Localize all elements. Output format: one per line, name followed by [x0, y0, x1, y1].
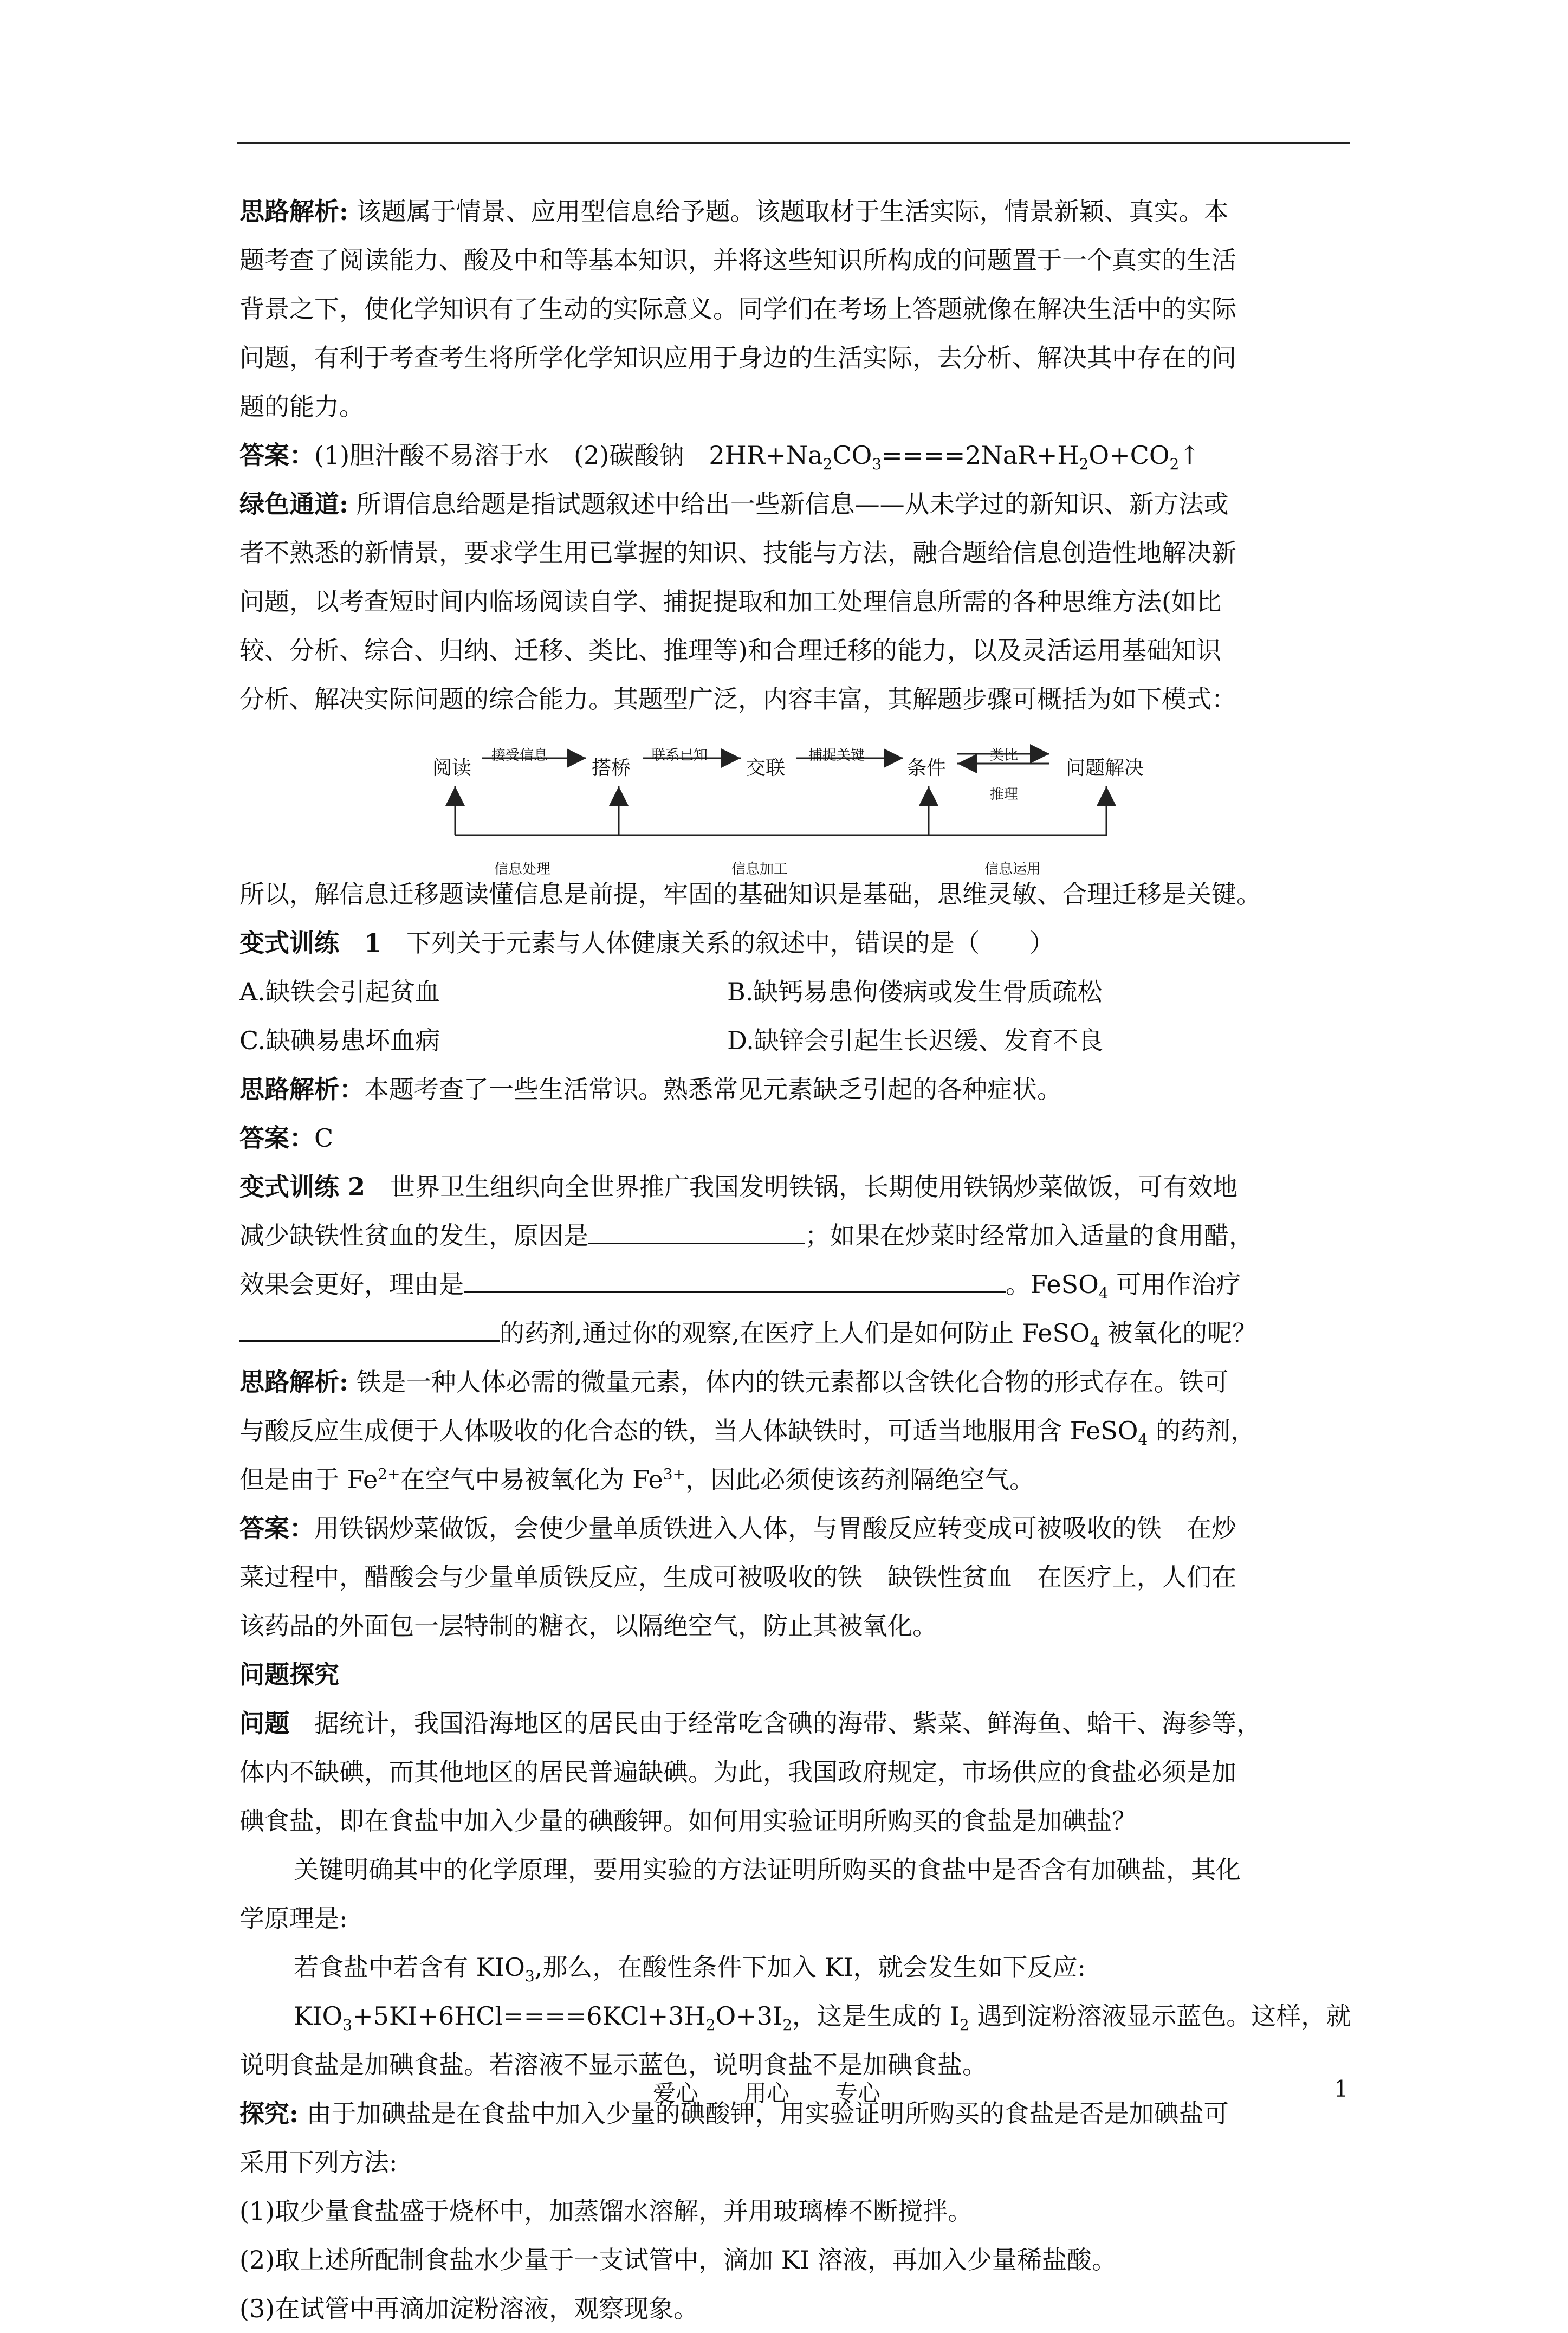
- exercise2-text: 被氧化的呢？: [1099, 1319, 1258, 1348]
- exercise1-text: 下列关于元素与人体健康关系的叙述中，错误的是（ ）: [381, 928, 1055, 958]
- inquiry-text: KIO: [294, 2001, 343, 2031]
- option-b: B.缺钙易患佝偻病或发生骨质疏松: [727, 977, 1103, 1006]
- exercise2-line: [239, 1211, 1350, 1260]
- exercise1-analysis: [239, 1065, 1350, 1114]
- analysis1-line: [239, 187, 1350, 236]
- inquiry-heading: 问题探究: [239, 1660, 339, 1689]
- inquiry-equation: 说明食盐是加碘食盐。若溶液不显示蓝色，说明食盐不是加碘食盐。: [239, 2050, 987, 2079]
- inquiry-text: O+3I: [715, 2001, 783, 2031]
- conclusion-line: 所以，解信息迁移题读懂信息是前提，牢固的基础知识是基础，思维灵敏、合理迁移是关键。: [239, 880, 1261, 909]
- label-info-applying: 信息运用: [984, 861, 1041, 877]
- answer1-text: CO: [832, 441, 872, 470]
- option-d: D.缺锌会引起生长迟缓、发育不良: [727, 1026, 1103, 1055]
- flow-diagram-lines: [239, 727, 1350, 868]
- label-info-working: 信息加工: [731, 861, 788, 877]
- subscript: 2: [1079, 455, 1089, 474]
- inquiry-question-label: 问题: [239, 1709, 289, 1738]
- page-number: 1: [1334, 2076, 1349, 2102]
- exercise2-analysis-label: 思路解析:: [239, 1367, 348, 1397]
- answer1-text: ↑: [1179, 441, 1200, 470]
- subscript: 2: [822, 455, 833, 474]
- answer-blank[interactable]: [239, 1315, 500, 1342]
- exercise2-answer: 该药品的外面包一层特制的糖衣，以隔绝空气，防止其被氧化。: [239, 1611, 937, 1640]
- document-body: [239, 187, 1350, 2333]
- subscript: 2: [959, 2016, 969, 2034]
- answer1-line: [239, 431, 1350, 480]
- inquiry-explore-text: 由于加碘盐是在食盐中加入少量的碘酸钾，用实验证明所购买的食盐是否是加碘盐可: [298, 2099, 1229, 2128]
- green-line: [239, 480, 1350, 528]
- node-solution: 问题解决: [1066, 757, 1144, 779]
- exercise2-text: 可用作治疗: [1108, 1270, 1241, 1299]
- subscript: 4: [1090, 1333, 1100, 1352]
- exercise2-answer-label: 答案：: [239, 1514, 314, 1543]
- inquiry-question: 体内不缺碘，而其他地区的居民普遍缺碘。为此，我国政府规定，市场供应的食盐必须是加: [239, 1757, 1236, 1787]
- answer-blank[interactable]: [588, 1218, 805, 1244]
- subscript: 3: [342, 2016, 353, 2034]
- inquiry-question: [239, 1699, 1350, 1748]
- solving-flow-diagram: [239, 727, 1350, 877]
- exercise2-text: ；如果在炒菜时经常加入适量的食用醋，: [805, 1221, 1254, 1250]
- inquiry-key: 学原理是:: [239, 1904, 348, 1933]
- inquiry-key: 关键明确其中的化学原理，要用实验的方法证明所购买的食盐中是否含有加碘盐，其化: [294, 1855, 1241, 1884]
- inquiry-step: (1)取少量食盐盛于烧杯中，加蒸馏水溶解，并用玻璃棒不断搅拌。: [239, 2196, 973, 2226]
- green-line: 者不熟悉的新情景，要求学生用已掌握的知识、技能与方法，融合题给信息创造性地解决新: [239, 538, 1236, 567]
- exercise2-analysis-text: 铁是一种人体必需的微量元素，体内的铁元素都以含铁化合物的形式存在。铁可: [348, 1367, 1229, 1397]
- exercise1-analysis-label: 思路解析：: [239, 1075, 364, 1104]
- inquiry-text: ，这是生成的 I: [792, 2001, 960, 2031]
- inquiry-step: (2)取上述所配制食盐水少量于一支试管中，滴加 KI 溶液，再加入少量稀盐酸。: [239, 2245, 1117, 2274]
- inquiry-explore-label: 探究:: [239, 2099, 299, 2128]
- answer1-text: (1)胆汁酸不易溶于水 (2)碳酸钠 2HR+Na: [314, 441, 823, 470]
- inquiry-step: (3)在试管中再滴加淀粉溶液，观察现象。: [239, 2294, 699, 2323]
- subscript: 2: [1169, 455, 1180, 474]
- superscript: 3+: [663, 1465, 686, 1483]
- exercise2-analysis-text: ，因此必须使该药剂隔绝空气。: [685, 1465, 1035, 1494]
- exercise2-analysis-text: 的药剂，: [1148, 1416, 1255, 1445]
- exercise2-line: [239, 1309, 1350, 1358]
- label-receive: 接受信息: [491, 747, 548, 764]
- inquiry-text: 遇到淀粉溶液显示蓝色。这样，就: [969, 2001, 1351, 2031]
- superscript: 2+: [378, 1465, 400, 1483]
- exercise1-label: 变式训练 1: [239, 928, 382, 958]
- exercise1-analysis-text: 本题考查了一些生活常识。熟悉常见元素缺乏引起的各种症状。: [364, 1075, 1062, 1104]
- exercise2-line: [239, 1162, 1350, 1211]
- exercise2-analysis: [239, 1406, 1350, 1455]
- label-reasoning: 推理: [990, 786, 1019, 803]
- exercise2-analysis: [239, 1358, 1350, 1406]
- node-bridge: 搭桥: [592, 757, 631, 779]
- exercise1-answer: [239, 1114, 1350, 1162]
- inquiry-condition: [239, 1943, 1350, 1992]
- exercise2-text: 世界卫生组织向全世界推广我国发明铁锅，长期使用铁锅炒菜做饭，可有效地: [365, 1172, 1238, 1201]
- exercise2-analysis: [239, 1455, 1350, 1504]
- exercise1-answer-text: C: [314, 1123, 334, 1153]
- exercise2-text: 减少缺铁性贫血的发生，原因是: [239, 1221, 588, 1250]
- exercise1-answer-label: 答案：: [239, 1123, 314, 1153]
- exercise2-text: 的药剂,通过你的观察,在医疗上人们是如何防止 FeSO: [500, 1319, 1090, 1348]
- green-line: 较、分析、综合、归纳、迁移、类比、推理等)和合理迁移的能力，以及灵活运用基础知识: [239, 636, 1221, 665]
- answer1-text: O+CO: [1088, 441, 1170, 470]
- exercise2-answer: [239, 1504, 1350, 1553]
- label-connect: 联系已知: [651, 747, 708, 764]
- exercise1-options-row: [239, 967, 1350, 1016]
- exercise2-analysis-text: 与酸反应生成便于人体吸收的化合态的铁，当人体缺铁时，可适当地服用含 FeSO: [239, 1416, 1138, 1445]
- green-line: 分析、解决实际问题的综合能力。其题型广泛，内容丰富，其解题步骤可概括为如下模式：: [239, 684, 1236, 714]
- subscript: 2: [705, 2016, 716, 2034]
- subscript: 3: [524, 1967, 535, 1986]
- option-a: A.缺铁会引起贫血: [239, 977, 440, 1006]
- exercise2-analysis-text: 在空气中易被氧化为 Fe: [400, 1465, 663, 1494]
- exercise2-answer: 菜过程中，醋酸会与少量单质铁反应，生成可被吸收的铁 缺铁性贫血 在医疗上，人们在: [239, 1562, 1236, 1592]
- analysis1-text: 该题属于情景、应用型信息给予题。该题取材于生活实际，情景新颖、真实。本: [348, 197, 1229, 226]
- subscript: 4: [1098, 1284, 1109, 1303]
- analysis1-line: 问题，有利于考查考生将所学化学知识应用于身边的生活实际，去分析、解决其中存在的问: [239, 343, 1236, 372]
- inquiry-text: ,那么，在酸性条件下加入 KI，就会发生如下反应:: [534, 1953, 1086, 1982]
- analysis1-label: 思路解析:: [239, 197, 348, 226]
- node-link: 交联: [746, 757, 786, 779]
- exercise1-question: [239, 919, 1350, 967]
- exercise2-analysis-text: 但是由于 Fe: [239, 1465, 378, 1494]
- header-rule: [237, 142, 1350, 144]
- answer1-label: 答案：: [239, 441, 314, 470]
- label-capture: 捕捉关键: [808, 747, 865, 764]
- green-text: 所谓信息给题是指试题叙述中给出一些新信息——从未学过的新知识、新方法或: [348, 489, 1229, 519]
- exercise2-line: [239, 1260, 1350, 1309]
- answer-blank[interactable]: [464, 1266, 1006, 1293]
- label-analogy: 类比: [990, 747, 1019, 764]
- inquiry-question: 碘食盐，即在食盐中加入少量的碘酸钾。如何用实验证明所购买的食盐是加碘盐？: [239, 1806, 1137, 1836]
- inquiry-question-text: 据统计，我国沿海地区的居民由于经常吃含碘的海带、紫菜、鲜海鱼、蛤干、海参等，: [289, 1709, 1261, 1738]
- green-line: 问题，以考查短时间内临场阅读自学、捕捉提取和加工处理信息所需的各种思维方法(如比: [239, 587, 1221, 616]
- inquiry-text: +5KI+6HCl====6KCl+3H: [352, 2001, 706, 2031]
- exercise2-label: 变式训练 2: [239, 1172, 366, 1201]
- analysis1-line: 题考查了阅读能力、酸及中和等基本知识，并将这些知识所构成的问题置于一个真实的生活: [239, 245, 1236, 275]
- exercise2-text: 。FeSO: [1006, 1270, 1099, 1299]
- inquiry-equation: [239, 1992, 1350, 2040]
- node-read: 阅读: [432, 757, 472, 779]
- answer1-text: ====2NaR+H: [882, 441, 1079, 470]
- subscript: 4: [1138, 1431, 1148, 1449]
- node-condition: 条件: [907, 757, 947, 779]
- inquiry-explore: 采用下列方法:: [239, 2148, 398, 2177]
- analysis1-line: 题的能力。: [239, 392, 364, 421]
- subscript: 3: [872, 455, 882, 474]
- exercise2-text: 效果会更好，理由是: [239, 1270, 464, 1299]
- inquiry-text: 若食盐中若含有 KIO: [294, 1953, 525, 1982]
- analysis1-line: 背景之下，使化学知识有了生动的实际意义。同学们在考场上答题就像在解决生活中的实际: [239, 294, 1236, 324]
- exercise2-answer-text: 用铁锅炒菜做饭，会使少量单质铁进入人体，与胃酸反应转变成可被吸收的铁 在炒: [314, 1514, 1236, 1543]
- option-c: C.缺碘易患坏血病: [239, 1026, 440, 1055]
- footer-motto: 爱心 用心 专心: [653, 2080, 881, 2106]
- exercise1-options-row: [239, 1016, 1350, 1065]
- green-label: 绿色通道:: [239, 489, 348, 519]
- subscript: 2: [782, 2016, 793, 2034]
- label-info-processing: 信息处理: [494, 861, 551, 877]
